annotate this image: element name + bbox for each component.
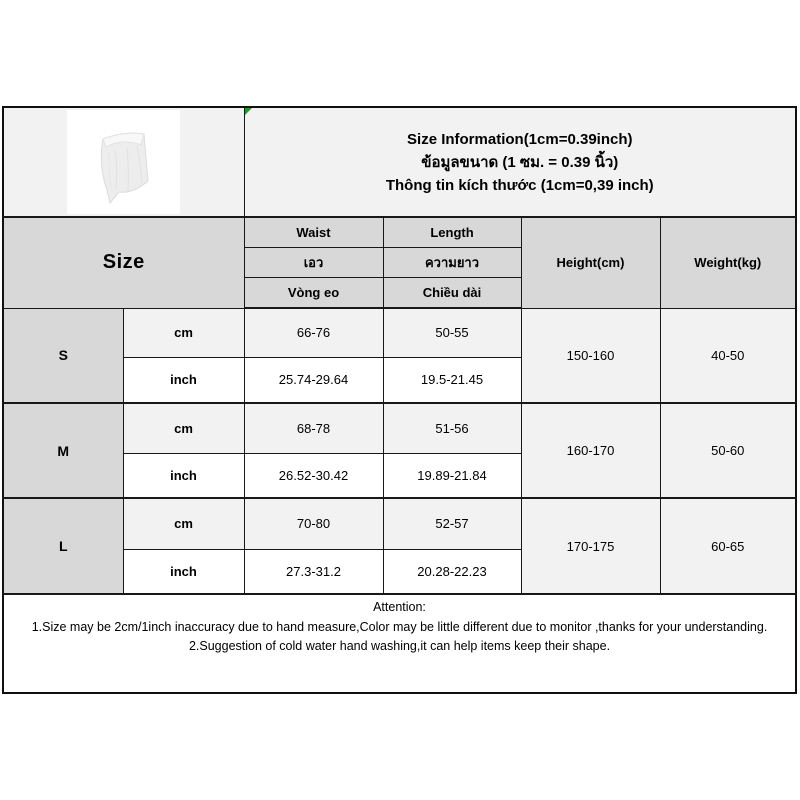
unit-inch-s: inch [123, 357, 244, 403]
title-vietnamese: Thông tin kích thước (1cm=0,39 inch) [385, 176, 654, 194]
waist-cm-s: 66-76 [244, 308, 383, 357]
waist-header-th: เอว [244, 247, 383, 277]
length-inch-s: 19.5-21.45 [383, 357, 521, 403]
length-cm-s: 50-55 [383, 308, 521, 357]
height-l: 170-175 [521, 498, 660, 594]
size-row-m-cm [3, 403, 796, 453]
size-chart-table [2, 106, 797, 694]
size-row-l-cm [3, 498, 796, 549]
unit-inch-l: inch [123, 549, 244, 594]
unit-cm-m: cm [123, 403, 244, 453]
length-header-vi: Chiều dài [383, 277, 521, 308]
size-label-s: S [3, 308, 123, 403]
attention-cell [3, 594, 796, 693]
title-english: Size Information(1cm=0.39inch) [407, 130, 633, 148]
unit-cm-s: cm [123, 308, 244, 357]
height-m: 160-170 [521, 403, 660, 498]
waist-inch-s: 25.74-29.64 [244, 357, 383, 403]
length-inch-m: 19.89-21.84 [383, 453, 521, 498]
product-image-cell [3, 107, 244, 217]
attention-title: Attention: [373, 600, 426, 614]
attention-note-2: 2.Suggestion of cold water hand washing,it can help items keep their shape. [188, 639, 611, 653]
title-row [3, 107, 796, 217]
height-s: 150-160 [521, 308, 660, 403]
waist-inch-l: 27.3-31.2 [244, 549, 383, 594]
title-thai: ข้อมูลขนาด (1 ซม. = 0.39 นิ้ว) [421, 153, 619, 171]
size-label-m: M [3, 403, 123, 498]
length-inch-l: 20.28-22.23 [383, 549, 521, 594]
waist-header-vi: Vòng eo [244, 277, 383, 308]
cell-corner-marker-icon [245, 108, 252, 115]
weight-m: 50-60 [660, 403, 796, 498]
size-row-s-cm [3, 308, 796, 357]
white-lace-skirt-image [67, 110, 180, 214]
attention-note-1: 1.Size may be 2cm/1inch inaccuracy due to hand measure,Color may be little different due to monitor ,thanks for your understanding. [31, 619, 768, 634]
size-column-header: Size [3, 217, 244, 308]
waist-header-en: Waist [244, 217, 383, 247]
size-information-title-cell [244, 107, 796, 217]
weight-l: 60-65 [660, 498, 796, 594]
unit-inch-m: inch [123, 453, 244, 498]
weight-column-header: Weight(kg) [660, 217, 796, 308]
length-cm-m: 51-56 [383, 403, 521, 453]
height-column-header: Height(cm) [521, 217, 660, 308]
waist-inch-m: 26.52-30.42 [244, 453, 383, 498]
length-header-th: ความยาว [383, 247, 521, 277]
waist-cm-l: 70-80 [244, 498, 383, 549]
length-header-en: Length [383, 217, 521, 247]
weight-s: 40-50 [660, 308, 796, 403]
header-row-en [3, 217, 796, 247]
length-cm-l: 52-57 [383, 498, 521, 549]
attention-row [3, 594, 796, 693]
unit-cm-l: cm [123, 498, 244, 549]
size-label-l: L [3, 498, 123, 594]
waist-cm-m: 68-78 [244, 403, 383, 453]
product-photo-frame [67, 110, 180, 214]
